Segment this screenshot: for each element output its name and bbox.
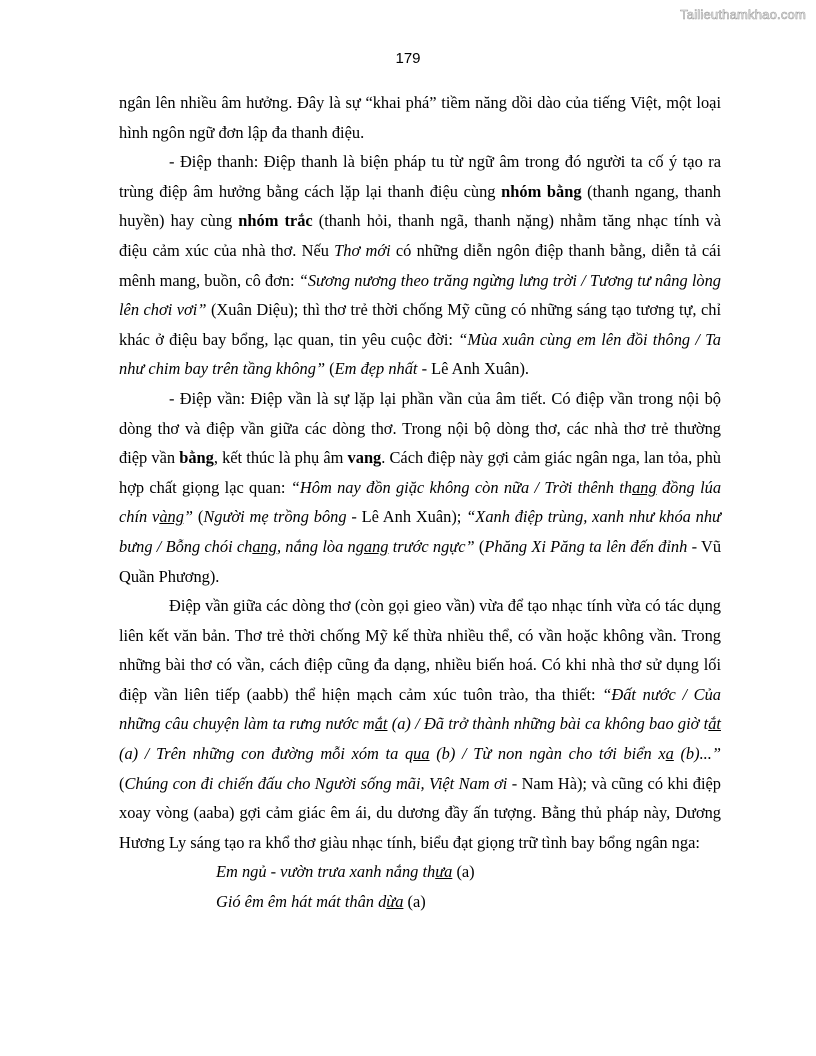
text: ( [119, 773, 125, 793]
bold-term: bằng [179, 448, 214, 468]
underline: àng [159, 507, 184, 527]
text: ngân lên nhiều âm hưởng. Đây là sự “khai phá” tiềm năng dồi dào của tiếng Việt, một loại hình ngôn ngữ đơn lập đa thanh điệu. [119, 93, 721, 142]
underline: ua [413, 744, 430, 764]
text: (thanh ngang, thanh huyền) hay cùng [119, 181, 721, 231]
text: - Lê Anh Xuân); [346, 507, 467, 527]
underline: ắt [708, 714, 721, 734]
text: (thanh hỏi, thanh ngã, thanh nặng) nhằm tăng nhạc tính và điệu cảm xúc của nhà thơ. Nếu [119, 211, 721, 260]
underlined-rhyme [386, 892, 403, 911]
underlined-rhyme [632, 478, 657, 497]
underlined-rhyme [708, 714, 721, 733]
italic-quote: trước ngực” [388, 536, 475, 556]
text: Điệp vần giữa các dòng thơ (còn gọi gieo vần) vừa để tạo nhạc tính vừa có tác dụng liên kết văn bản. Thơ trẻ thời chống Mỹ kế thừa nhiều thể, có vần hoặc không vần. Trong những bài thơ có vần, cách điệp cũng đa dạng, nhiều biến hoá. Có khi nhà thơ sử dụng lối điệp vần liên tiếp (aabb) thể hiện mạch cảm xúc tuôn trào, tha thiết: [119, 596, 721, 704]
verse-line-2 [119, 887, 721, 917]
text: . Cách điệp này gợi cảm giác ngân nga, lan tỏa, phù hợp chất giọng lạc quan: [119, 448, 721, 497]
italic-quote: “Đất nước / Của những câu chuyện làm ta rưng nước m [119, 684, 721, 734]
italic-quote: ” [183, 507, 194, 527]
text: - Vũ Quần Phương). [119, 536, 722, 586]
underline: ang [252, 536, 277, 556]
italic-title: Em đẹp nhất [334, 359, 418, 379]
bold-term: vang [347, 448, 382, 468]
rhyme-mark: (a) [452, 862, 475, 882]
italic-verse: Gió êm êm hát mát thân d [216, 892, 387, 912]
underlined-rhyme [666, 744, 674, 763]
text: có những diễn ngôn điệp thanh bằng, diễn tả cái mênh mang, buồn, cô đơn: [119, 240, 722, 290]
rhyme-mark: (a) [403, 892, 426, 912]
italic-quote: đồng lúa chín v [119, 477, 722, 527]
italic-title: Chúng con đi chiến đấu cho Người sống mãi, Việt Nam ơi [124, 773, 508, 793]
text: , kết thúc là phụ âm [213, 448, 348, 468]
italic-title: Phăng Xi Păng ta lên đến đỉnh [484, 536, 688, 556]
underlined-rhyme [364, 537, 389, 556]
italic-quote: “Sương nương theo trăng ngừng lưng trời / Tương tư nâng lòng lên chơi vơi” [119, 270, 721, 320]
italic-quote: “Xanh điệp trùng, xanh như khóa như bưng / Bỗng chói ch [119, 507, 721, 556]
text: ( [474, 536, 485, 556]
underlined-rhyme [375, 714, 388, 733]
page-body [119, 88, 721, 917]
verse-line-1 [119, 857, 721, 887]
italic-quote: “Hôm nay đồn giặc không còn nữa / Trời thênh th [290, 477, 633, 497]
paragraph-diep-van [119, 384, 721, 591]
text: (Xuân Diệu); thì thơ trẻ thời chống Mỹ cũng có những sáng tạo tương tự, chỉ khác ở điệu bay bổng, lạc quan, tin yêu cuộc đời: [119, 300, 721, 349]
paragraph-diep-thanh [119, 147, 721, 384]
italic-verse: Em ngủ - vườn trưa xanh nắng th [216, 862, 436, 882]
paragraph-gieo-van [119, 591, 721, 857]
underline: ang [363, 536, 389, 556]
underlined-rhyme [252, 537, 277, 556]
italic-title: Người mẹ trồng bông [203, 507, 347, 527]
italic-quote: , nắng lòa ng [276, 536, 364, 556]
text: ( [325, 359, 335, 379]
italic-quote: “Mùa xuân cùng em lên đồi thông / Ta như chim bay trên tầng không” [119, 329, 721, 379]
text: - Lê Anh Xuân). [417, 359, 530, 379]
underline: ắt [374, 714, 388, 734]
italic-quote: (a) / Đã trở thành những bài ca không bao giờ t [387, 714, 709, 734]
text: ( [193, 507, 204, 527]
underlined-rhyme [413, 744, 429, 763]
underline: ưa [435, 862, 453, 882]
italic-title: Thơ mới [334, 240, 391, 260]
text: - Nam Hà); và cũng có khi điệp xoay vòng (aaba) gợi cảm giác êm ái, du dương đầy ấn tượng. Bằng thủ pháp này, Dương Hương Ly sáng tạo ra khổ thơ giàu nhạc tính, biểu đạt giọng trữ tình bay bổng ngân nga: [119, 773, 721, 852]
text: - Điệp vần: Điệp vần là sự lặp lại phần vần của âm tiết. Có điệp vần trong nội bộ dòng thơ và điệp vần giữa các dòng thơ. Trong nội bộ dòng thơ, các nhà thơ trẻ thường điệp vần [119, 388, 721, 468]
underline: ang [632, 477, 657, 497]
underline: ừa [386, 892, 404, 912]
bold-term: nhóm bằng [501, 181, 582, 201]
italic-quote: (b)...” [673, 744, 721, 764]
italic-quote: (b) / Từ non ngàn cho tới biển x [429, 744, 666, 764]
paragraph-intro-continuation [119, 88, 721, 147]
page-number: 179 [395, 50, 421, 67]
underline: a [665, 744, 674, 764]
underlined-rhyme [159, 507, 184, 526]
underlined-rhyme [435, 862, 452, 881]
italic-quote: (a) / Trên những con đường mỗi xóm ta q [119, 744, 414, 764]
text: - Điệp thanh: Điệp thanh là biện pháp tu từ ngữ âm trong đó người ta cố ý tạo ra trùng điệp âm hưởng bằng cách lặp lại thanh điệu cùng [119, 152, 721, 201]
bold-term: nhóm trắc [238, 211, 313, 231]
watermark: Tailieuthamkhao.com [680, 7, 806, 22]
